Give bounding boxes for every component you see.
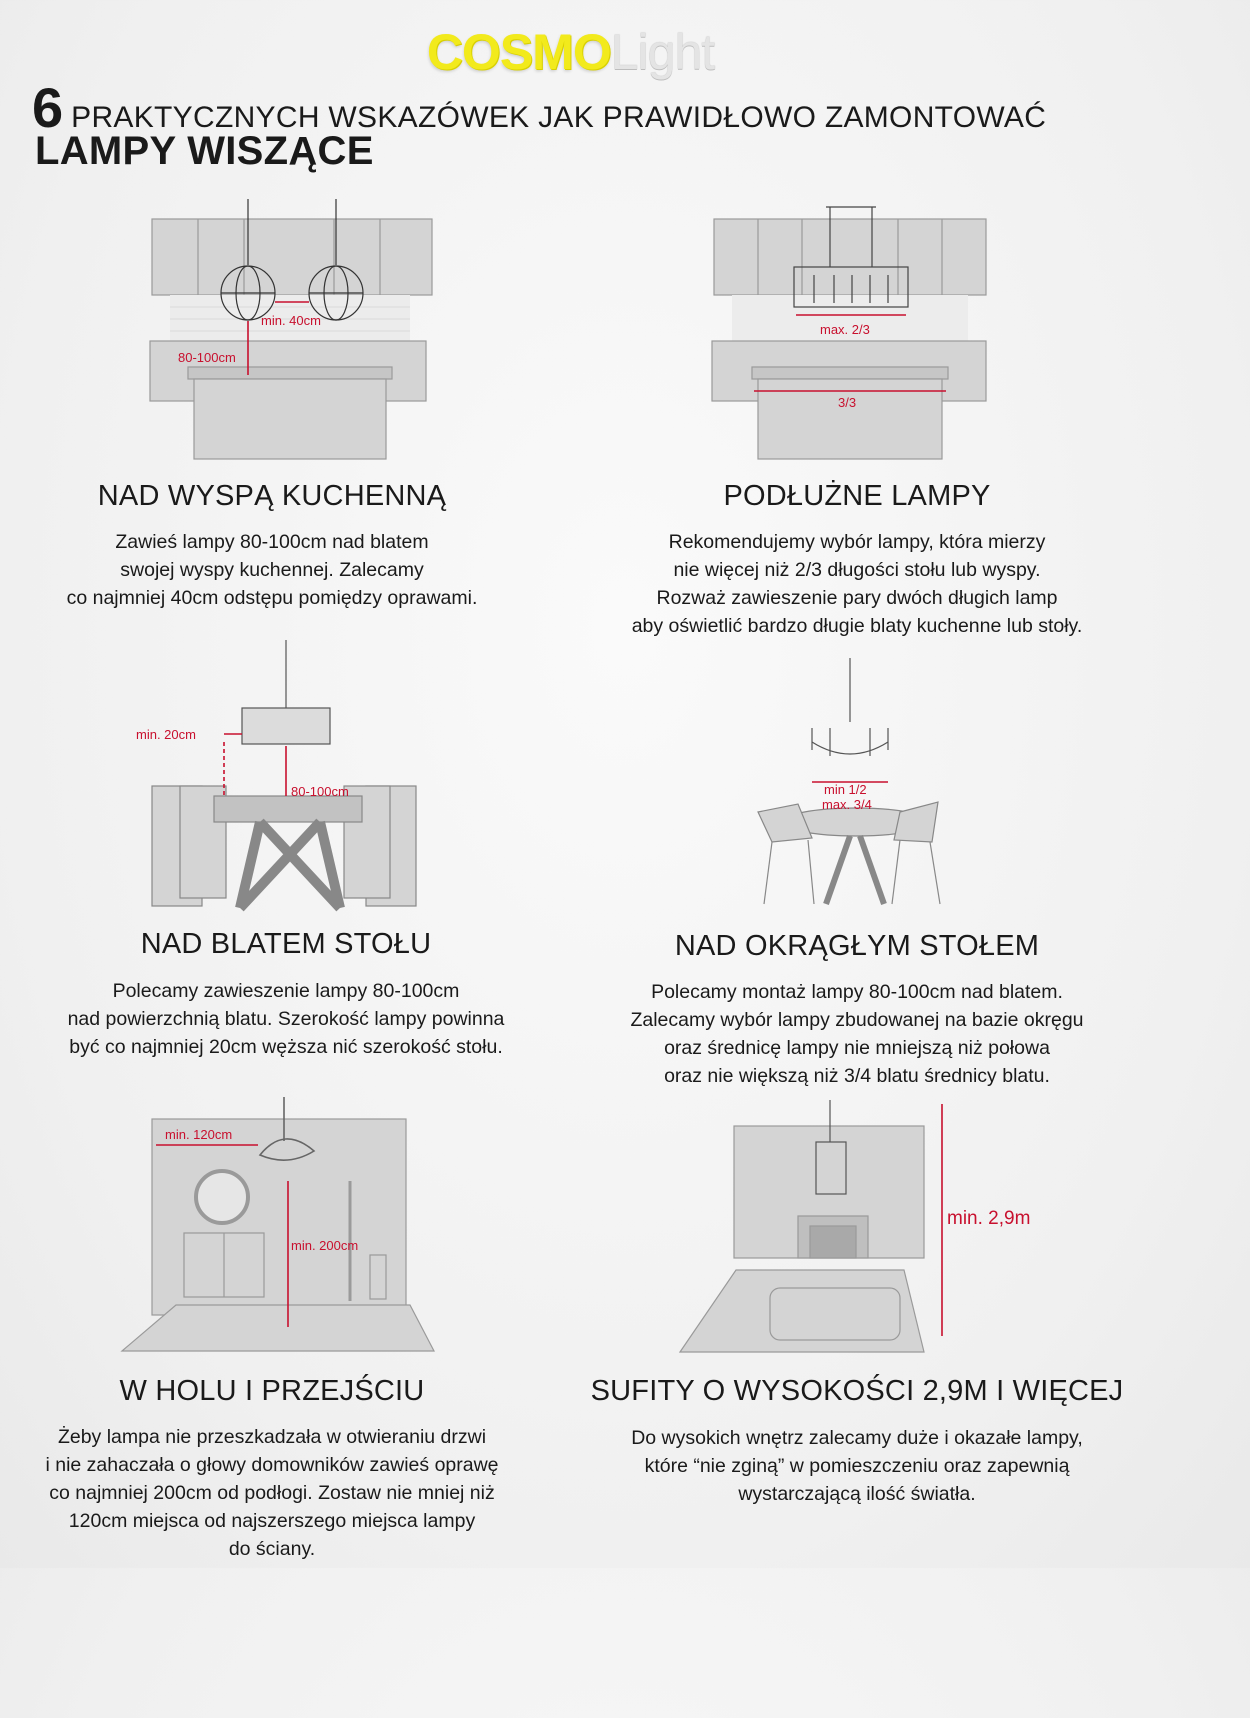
label-80-100cm-table: 80-100cm (291, 784, 349, 799)
text-line: oraz średnicę lampy nie mniejszą niż połowa (664, 1037, 1050, 1059)
high-ceiling-illustration (678, 1098, 958, 1354)
label-3-3: 3/3 (838, 395, 857, 410)
text-line: co najmniej 200cm od podłogi. Zostaw nie mniej niż (49, 1482, 495, 1504)
title-number: 6 (32, 76, 64, 139)
label-min-200cm: min. 200cm (291, 1238, 359, 1253)
text-line: Zawieś lampy 80-100cm nad blatem (115, 531, 429, 553)
label-min-120cm: min. 120cm (165, 1127, 233, 1142)
logo-light: Light (610, 24, 715, 80)
label-max-2-3: max. 2/3 (820, 322, 870, 337)
title-line-1: PRAKTYCZNYCH WSKAZÓWEK JAK PRAWIDŁOWO ZAMONTOWAĆ (71, 101, 1047, 134)
round-table-illustration (750, 652, 950, 910)
section-title-table: NAD BLATEM STOŁU (140, 928, 432, 960)
text-line: być co najmniej 20cm węższa nić szerokość stołu. (69, 1036, 503, 1058)
title-line-2: LAMPY WISZĄCE (35, 129, 374, 173)
section-title-high-ceilings: SUFITY O WYSOKOŚCI 2,9M I WIĘCEJ (590, 1375, 1124, 1407)
text-line: co najmniej 40cm odstępu pomiędzy oprawami. (66, 587, 478, 609)
section-title-kitchen-island: NAD WYSPĄ KUCHENNĄ (97, 480, 447, 512)
section-text-round-table (577, 978, 1137, 1090)
text-line: swojej wyspy kuchennej. Zalecamy (120, 559, 424, 581)
text-line: Polecamy montaż lampy 80-100cm nad blatem. (651, 981, 1063, 1003)
text-line: Rekomendujemy wybór lampy, która mierzy (668, 531, 1046, 553)
label-min-2-9m: min. 2,9m (947, 1208, 1031, 1229)
text-line: nie więcej niż 2/3 długości stołu lub wyspy. (673, 559, 1041, 581)
text-line: wystarczającą ilość światła. (738, 1483, 976, 1505)
section-text-table (6, 977, 566, 1061)
text-line: Żeby lampa nie przeszkadzała w otwieraniu drzwi (57, 1426, 487, 1448)
label-min-1-2: min 1/2 (824, 782, 867, 797)
section-title-round-table: NAD OKRĄGŁYM STOŁEM (674, 930, 1040, 962)
text-line: Rozważ zawieszenie pary dwóch długich lamp (656, 587, 1058, 609)
section-text-hallway (0, 1423, 552, 1563)
section-title-hallway: W HOLU I PRZEJŚCIU (119, 1375, 425, 1407)
label-max-3-4: max. 3/4 (822, 797, 872, 812)
kitchen-island-illustration (148, 195, 438, 465)
section-text-kitchen-island (0, 528, 552, 612)
text-line: do ściany. (228, 1538, 316, 1560)
text-line: oraz nie większą niż 3/4 blatu średnicy blatu. (664, 1065, 1050, 1087)
text-line: Do wysokich wnętrz zalecamy duże i okazałe lampy, (631, 1427, 1083, 1449)
label-min-20cm: min. 20cm (136, 727, 196, 742)
label-80-100cm-island: 80-100cm (178, 350, 236, 365)
text-line: i nie zahaczała o głowy domowników zawieś oprawę (45, 1454, 499, 1476)
label-min-40cm: min. 40cm (261, 313, 321, 328)
brand-logo (0, 24, 1141, 80)
logo-cosmo: COSMO (426, 24, 611, 80)
text-line: aby oświetlić bardzo długie blaty kuchenne lub stoły. (631, 615, 1083, 637)
section-text-high-ceilings (577, 1424, 1137, 1508)
text-line: nad powierzchnią blatu. Szerokość lampy powinna (67, 1008, 505, 1030)
text-line: które “nie zginą” w pomieszczeniu oraz zapewnią (644, 1455, 1070, 1477)
section-text-long-lamps (577, 528, 1137, 640)
text-line: Zalecamy wybór lampy zbudowanej na bazie okręgu (630, 1009, 1084, 1031)
section-title-long-lamps: PODŁUŻNE LAMPY (723, 480, 991, 512)
text-line: 120cm miejsca od najszerszego miejsca lampy (68, 1510, 476, 1532)
text-line: Polecamy zawieszenie lampy 80-100cm (112, 980, 460, 1002)
dining-table-illustration (140, 636, 430, 912)
